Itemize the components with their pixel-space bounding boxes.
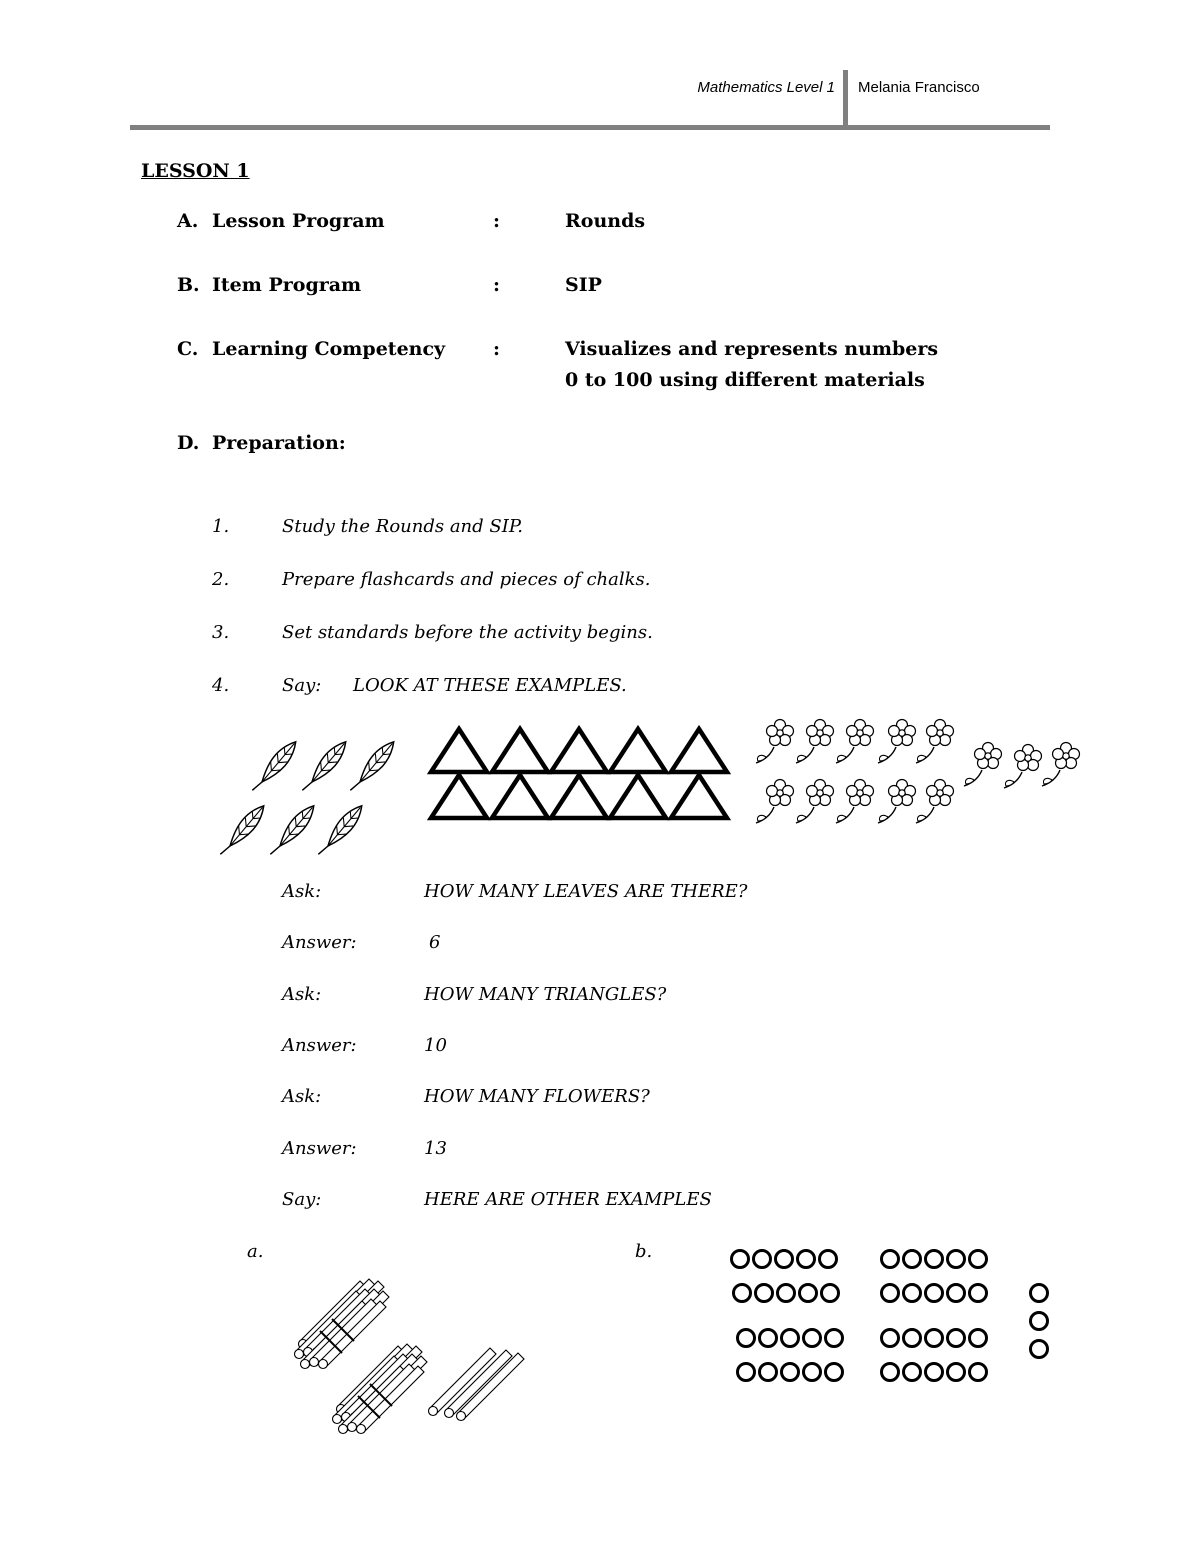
circle-icon <box>826 1364 843 1381</box>
circle-icon <box>760 1330 777 1347</box>
step-text: Study the Rounds and SIP. <box>282 516 524 537</box>
circle-icon <box>804 1364 821 1381</box>
step-number: 4. <box>212 675 230 696</box>
circle-icon <box>904 1251 921 1268</box>
item-value: SIP <box>565 274 602 296</box>
circle-icon <box>948 1251 965 1268</box>
circle-icon <box>754 1251 771 1268</box>
item-letter: B. <box>177 274 200 296</box>
qa-value: 6 <box>429 932 441 953</box>
circle-icon <box>782 1330 799 1347</box>
item-value-line2: 0 to 100 using different materials <box>565 369 925 391</box>
item-label: Preparation: <box>212 432 346 454</box>
item-colon: : <box>493 210 501 232</box>
item-label: Item Program <box>212 274 362 296</box>
step-text: Say: <box>282 675 322 696</box>
circle-icon <box>948 1364 965 1381</box>
circle-icon <box>926 1251 943 1268</box>
circle-icon <box>804 1330 821 1347</box>
step-text-2: LOOK AT THESE EXAMPLES. <box>353 675 627 696</box>
circle-icon <box>970 1285 987 1302</box>
circle-icon <box>882 1251 899 1268</box>
circle-icon <box>778 1285 795 1302</box>
circle-icon <box>904 1330 921 1347</box>
circle-icon <box>1031 1285 1048 1302</box>
item-label: Learning Competency <box>212 338 446 360</box>
circle-icon <box>798 1251 815 1268</box>
qa-label: Answer: <box>282 932 357 953</box>
qa-label: Say: <box>282 1189 322 1210</box>
step-text: Prepare flashcards and pieces of chalks. <box>282 569 651 590</box>
circle-icon <box>822 1285 839 1302</box>
circle-icon <box>970 1251 987 1268</box>
circle-icon <box>882 1330 899 1347</box>
qa-value: HOW MANY LEAVES ARE THERE? <box>424 881 748 902</box>
circle-icon <box>904 1364 921 1381</box>
circle-icon <box>904 1285 921 1302</box>
header-author: Melania Francisco <box>858 79 980 96</box>
item-colon: : <box>493 274 501 296</box>
qa-value: HOW MANY FLOWERS? <box>424 1086 650 1107</box>
step-text: Set standards before the activity begins. <box>282 622 653 643</box>
circle-icon <box>820 1251 837 1268</box>
lesson-title: LESSON 1 <box>141 160 250 182</box>
qa-label: Answer: <box>282 1035 357 1056</box>
step-number: 2. <box>212 569 230 590</box>
qa-label: Ask: <box>282 1086 322 1107</box>
example-a-label: a. <box>247 1241 264 1262</box>
circle-icon <box>926 1364 943 1381</box>
header-title: Mathematics Level 1 <box>697 79 835 96</box>
circle-icon <box>756 1285 773 1302</box>
circle-icon <box>734 1285 751 1302</box>
qa-value: HOW MANY TRIANGLES? <box>424 984 667 1005</box>
qa-value: 13 <box>424 1138 447 1159</box>
circle-icon <box>882 1364 899 1381</box>
qa-value: HERE ARE OTHER EXAMPLES <box>424 1189 712 1210</box>
circle-icon <box>732 1251 749 1268</box>
circle-icon <box>738 1330 755 1347</box>
circle-icon <box>776 1251 793 1268</box>
circle-icon <box>826 1330 843 1347</box>
qa-label: Ask: <box>282 984 322 1005</box>
qa-value: 10 <box>424 1035 447 1056</box>
circle-icon <box>1031 1341 1048 1358</box>
item-letter: A. <box>177 210 199 232</box>
step-number: 3. <box>212 622 230 643</box>
circle-icon <box>760 1364 777 1381</box>
item-value: Rounds <box>565 210 646 232</box>
circle-icon <box>782 1364 799 1381</box>
item-value: Visualizes and represents numbers <box>565 338 939 360</box>
circle-icon <box>738 1364 755 1381</box>
circle-icon <box>926 1285 943 1302</box>
qa-label: Ask: <box>282 881 322 902</box>
circle-icon <box>970 1364 987 1381</box>
step-number: 1. <box>212 516 230 537</box>
circle-icon <box>882 1285 899 1302</box>
circle-icon <box>970 1330 987 1347</box>
qa-label: Answer: <box>282 1138 357 1159</box>
circle-icon <box>926 1330 943 1347</box>
item-colon: : <box>493 338 501 360</box>
circle-icon <box>1031 1313 1048 1330</box>
circle-icon <box>948 1285 965 1302</box>
item-letter: C. <box>177 338 199 360</box>
item-label: Lesson Program <box>212 210 385 232</box>
circle-icon <box>800 1285 817 1302</box>
circle-icon <box>948 1330 965 1347</box>
item-letter: D. <box>177 432 200 454</box>
example-b-label: b. <box>635 1241 653 1262</box>
